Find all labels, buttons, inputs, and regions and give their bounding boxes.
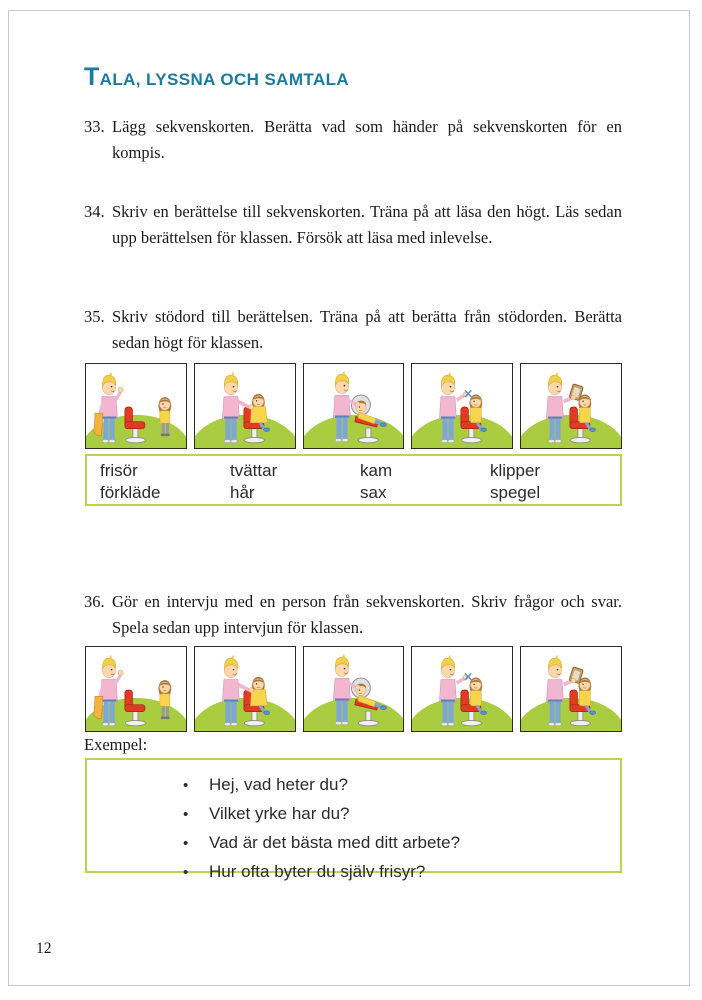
washing-hair-illustration	[304, 364, 404, 448]
cutting-hair-illustration	[412, 364, 512, 448]
bullet-icon: •	[183, 806, 189, 823]
question-text: Hej, vad heter du?	[209, 775, 348, 794]
word-column	[100, 460, 230, 504]
washing-hair-illustration	[304, 647, 404, 731]
exercise-34	[84, 199, 622, 251]
word-item: tvättar	[230, 461, 278, 480]
sequence-card-putting-on-cape	[194, 363, 296, 449]
question-item	[183, 771, 620, 800]
word-item: hår	[230, 483, 255, 502]
greeting-at-chair-illustration	[86, 647, 186, 731]
word-column	[360, 460, 490, 504]
sequence-card-washing-hair	[303, 363, 405, 449]
question-item	[183, 800, 620, 829]
sequence-card-cutting-hair	[411, 363, 513, 449]
word-item: klipper	[490, 461, 541, 480]
sequence-card-strip-2	[85, 646, 622, 732]
question-text: Vilket yrke har du?	[209, 804, 350, 823]
word-item: kam	[360, 461, 393, 480]
example-question-box	[85, 758, 622, 881]
exercise-36	[84, 589, 622, 641]
greeting-at-chair-illustration	[86, 364, 186, 448]
word-item: sax	[360, 483, 387, 502]
sequence-card-strip-1	[85, 363, 622, 449]
showing-mirror-illustration	[521, 364, 621, 448]
question-item	[183, 829, 620, 858]
exercise-text: Lägg sekvenskorten. Berätta vad som händer på sekvenskorten för en kompis.	[112, 117, 622, 162]
page	[8, 10, 690, 986]
word-item: spegel	[490, 483, 541, 502]
bullet-icon: •	[183, 835, 189, 852]
word-item: förkläde	[100, 483, 161, 502]
sequence-card-cutting-hair	[411, 646, 513, 732]
question-text: Vad är det bästa med ditt arbete?	[209, 833, 461, 852]
sequence-card-greeting-at-chair	[85, 363, 187, 449]
page-title: TALA, LYSSNA OCH SAMTALA	[84, 63, 350, 91]
bullet-icon: •	[183, 864, 189, 881]
sequence-card-greeting-at-chair	[85, 646, 187, 732]
question-item	[183, 858, 620, 887]
exercise-text: Skriv en berättelse till sekvenskorten. Träna på att läsa den högt. Läs sedan upp berättelsen för klassen. Försök att läsa med inlevelse.	[112, 202, 622, 247]
exercise-33	[84, 114, 622, 166]
exercise-number: 36.	[84, 592, 105, 611]
sequence-card-showing-mirror	[520, 646, 622, 732]
word-column	[490, 460, 637, 504]
page-number: 12	[36, 940, 52, 957]
showing-mirror-illustration	[521, 647, 621, 731]
putting-on-cape-illustration	[195, 364, 295, 448]
exercise-35	[84, 304, 622, 356]
example-label: Exempel:	[84, 735, 148, 754]
exercise-text: Gör en intervju med en person från sekvenskorten. Skriv frågor och svar. Spela sedan upp intervjun för klassen.	[112, 592, 622, 637]
putting-on-cape-illustration	[195, 647, 295, 731]
exercise-text: Skriv stödord till berättelsen. Träna på att berätta från stödorden. Berätta sedan högt för klassen.	[112, 307, 622, 352]
sequence-card-putting-on-cape	[194, 646, 296, 732]
exercise-number: 33.	[84, 117, 105, 136]
word-box	[85, 454, 622, 506]
question-text: Hur ofta byter du själv frisyr?	[209, 862, 426, 881]
sequence-card-showing-mirror	[520, 363, 622, 449]
bullet-icon: •	[183, 777, 189, 794]
word-column	[230, 460, 360, 504]
word-item: frisör	[100, 461, 138, 480]
sequence-card-washing-hair	[303, 646, 405, 732]
exercise-number: 34.	[84, 202, 105, 221]
exercise-number: 35.	[84, 307, 105, 326]
cutting-hair-illustration	[412, 647, 512, 731]
